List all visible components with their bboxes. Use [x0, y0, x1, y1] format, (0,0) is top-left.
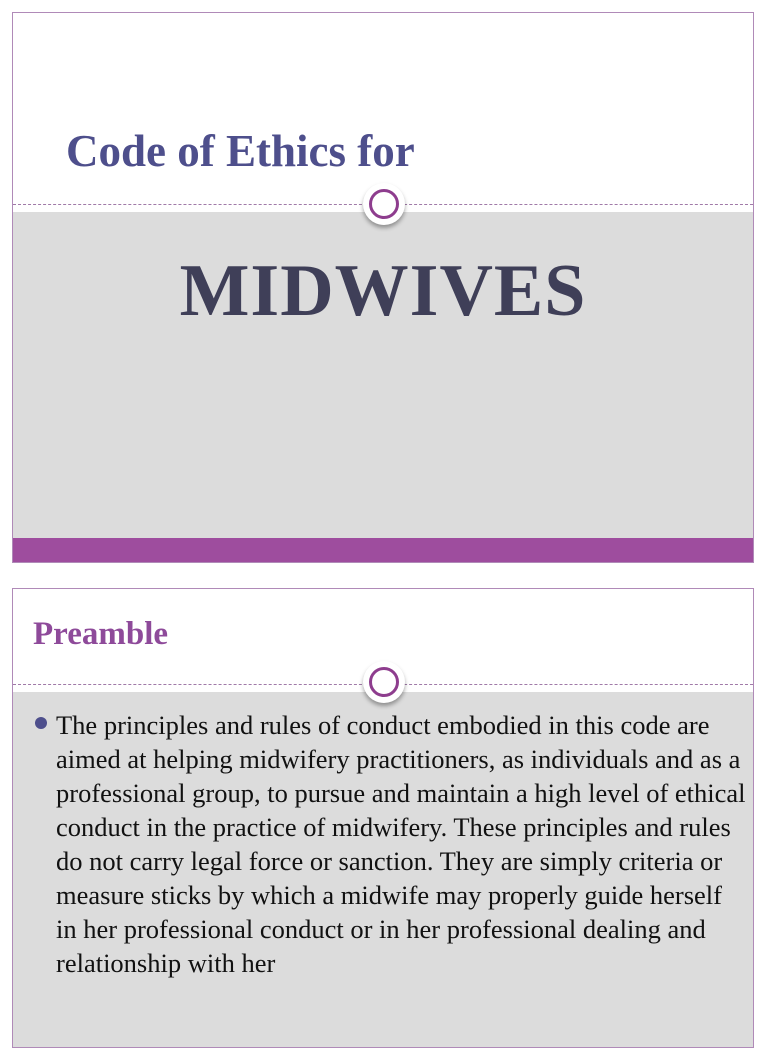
accent-bar — [13, 538, 753, 563]
preamble-text: The principles and rules of conduct embodied in this code are aimed at helping midwifery practitioners, as individuals and as a professional group, to pursue and maintain a high level of ethical conduct in the practice of midwifery. These principles and rules do not carry legal force or sanction. They are simply criteria or measure sticks by which a midwife may properly guide herself in her professional conduct or in her professional dealing and relationship with her — [56, 710, 746, 978]
slide-title — [12, 12, 754, 563]
section-title: Preamble — [33, 616, 169, 652]
main-title: MIDWIVES — [179, 250, 587, 332]
ring-ornament-icon — [363, 183, 405, 225]
ring-ornament-icon — [363, 661, 405, 703]
bullet-dot-icon — [35, 717, 47, 729]
slide-subtitle-line: Code of Ethics for — [66, 126, 415, 176]
slide-preamble — [12, 588, 754, 1048]
